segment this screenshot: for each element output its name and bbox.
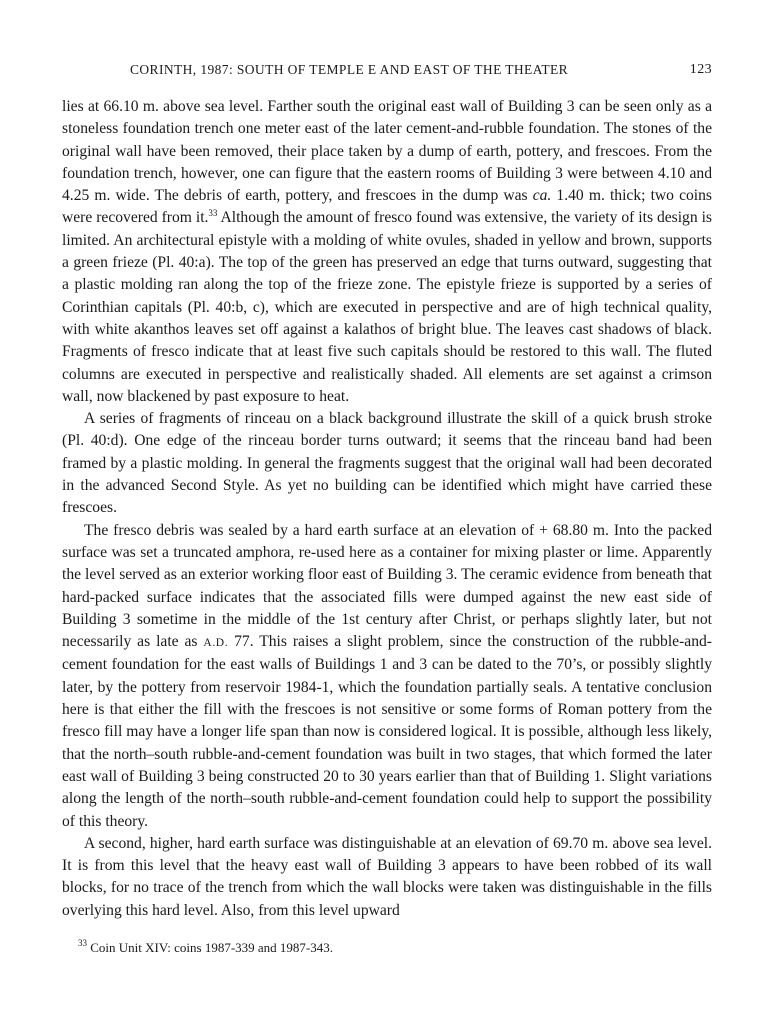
footnote-text: Coin Unit XIV: coins 1987-339 and 1987-343. xyxy=(87,939,334,955)
text-run: A second, higher, hard earth surface was distinguishable at an elevation of 69.70 m. above sea level. It is from this level that the heavy east wall of Building 3 appears to have been robbed of its wall blocks, for no trace of the trench from which the wall blocks were taken was distinguishable in the fills overlying this hard level. Also, from this level upward xyxy=(62,834,712,919)
paragraph xyxy=(62,520,712,833)
footnote xyxy=(78,939,712,956)
paragraph xyxy=(62,96,712,408)
text-run: lies at 66.10 m. above sea level. Farther south the original east wall of Building 3 can be seen only as a stoneless foundation trench one meter east of the later cement-and-rubble foundation. The stones of the original wall have been removed, their place taken by a dump of earth, pottery, and frescoes. From the foundation trench, however, one can figure that the eastern rooms of Building 3 were between 4.10 and 4.25 m. wide. The debris of earth, pottery, and frescoes in the dump was xyxy=(62,98,712,205)
text-run: 1.40 m. thick; two coins were recovered from it. xyxy=(62,187,712,227)
text-run: A series of fragments of rinceau on a black background illustrate the skill of a quick brush stroke (Pl. 40:d). One edge of the rinceau border turns outward; it seems that the rinceau band had been framed by a plastic molding. In general the fragments suggest that the original wall had been decorated in the advanced Second Style. As yet no building can be identified which might have carried these frescoes. xyxy=(62,410,712,517)
footnote-marker: 33 xyxy=(78,937,87,948)
running-head xyxy=(62,62,712,84)
page-number: 123 xyxy=(689,62,712,77)
running-title: CORINTH, 1987: SOUTH OF TEMPLE E AND EAST OF THE THEATER xyxy=(130,62,569,77)
footnotes xyxy=(62,939,712,956)
abbrev-ad: A.D. xyxy=(203,637,229,650)
text-run: Although the amount of fresco found was extensive, the variety of its design is limited. An architectural epistyle with a molding of white ovules, shaded in yellow and brown, supports a green frieze (Pl. 40:a). The top of the green has preserved an edge that turns outward, suggesting that a plastic molding ran along the top of the frieze zone. The epistyle frieze is supported by a series of Corinthian capitals (Pl. 40:b, c), which are executed in perspective and are of high technical quality, with white akanthos leaves set off against a kalathos of bright blue. The leaves cast shadows of black. Fragments of fresco indicate that at least five such capitals should be restored to this wall. The fluted columns are executed in perspective and realistically shaded. All elements are set against a crimson wall, now blackened by past exposure to heat. xyxy=(62,209,712,405)
abbrev-circa: ca. xyxy=(532,187,552,205)
page xyxy=(62,62,712,956)
paragraph xyxy=(62,408,712,519)
footnote-ref: 33 xyxy=(208,208,218,219)
text-run: The fresco debris was sealed by a hard earth surface at an elevation of + 68.80 m. Into the packed surface was set a truncated amphora, re-used here as a container for mixing plaster or lime. Apparently the level served as an exterior working floor east of Building 3. The ceramic evidence from beneath that hard-packed surface indicates that the associated fills were dumped against the new east side of Building 3 sometime in the middle of the 1st century after Christ, or perhaps slightly later, but not necessarily as late as xyxy=(62,521,712,651)
paragraph xyxy=(62,833,712,922)
text-run: 77. This raises a slight problem, since the construction of the rubble-and-cement foundation for the east walls of Buildings 1 and 3 can be dated to the 70’s, or possibly slightly later, by the pottery from reservoir 1984-1, which the foundation partially seals. A tentative conclusion here is that either the fill with the frescoes is not sensitive or some forms of Roman pottery from the fresco fill may have a longer life span than now is considered logical. It is possible, although less likely, that the north–south rubble-and-cement foundation was built in two stages, that which formed the later east wall of Building 3 being constructed 20 to 30 years earlier than that of Building 1. Slight variations along the length of the north–south rubble-and-cement foundation could help to support the possibility of this theory. xyxy=(62,633,712,830)
body-text xyxy=(62,96,712,922)
